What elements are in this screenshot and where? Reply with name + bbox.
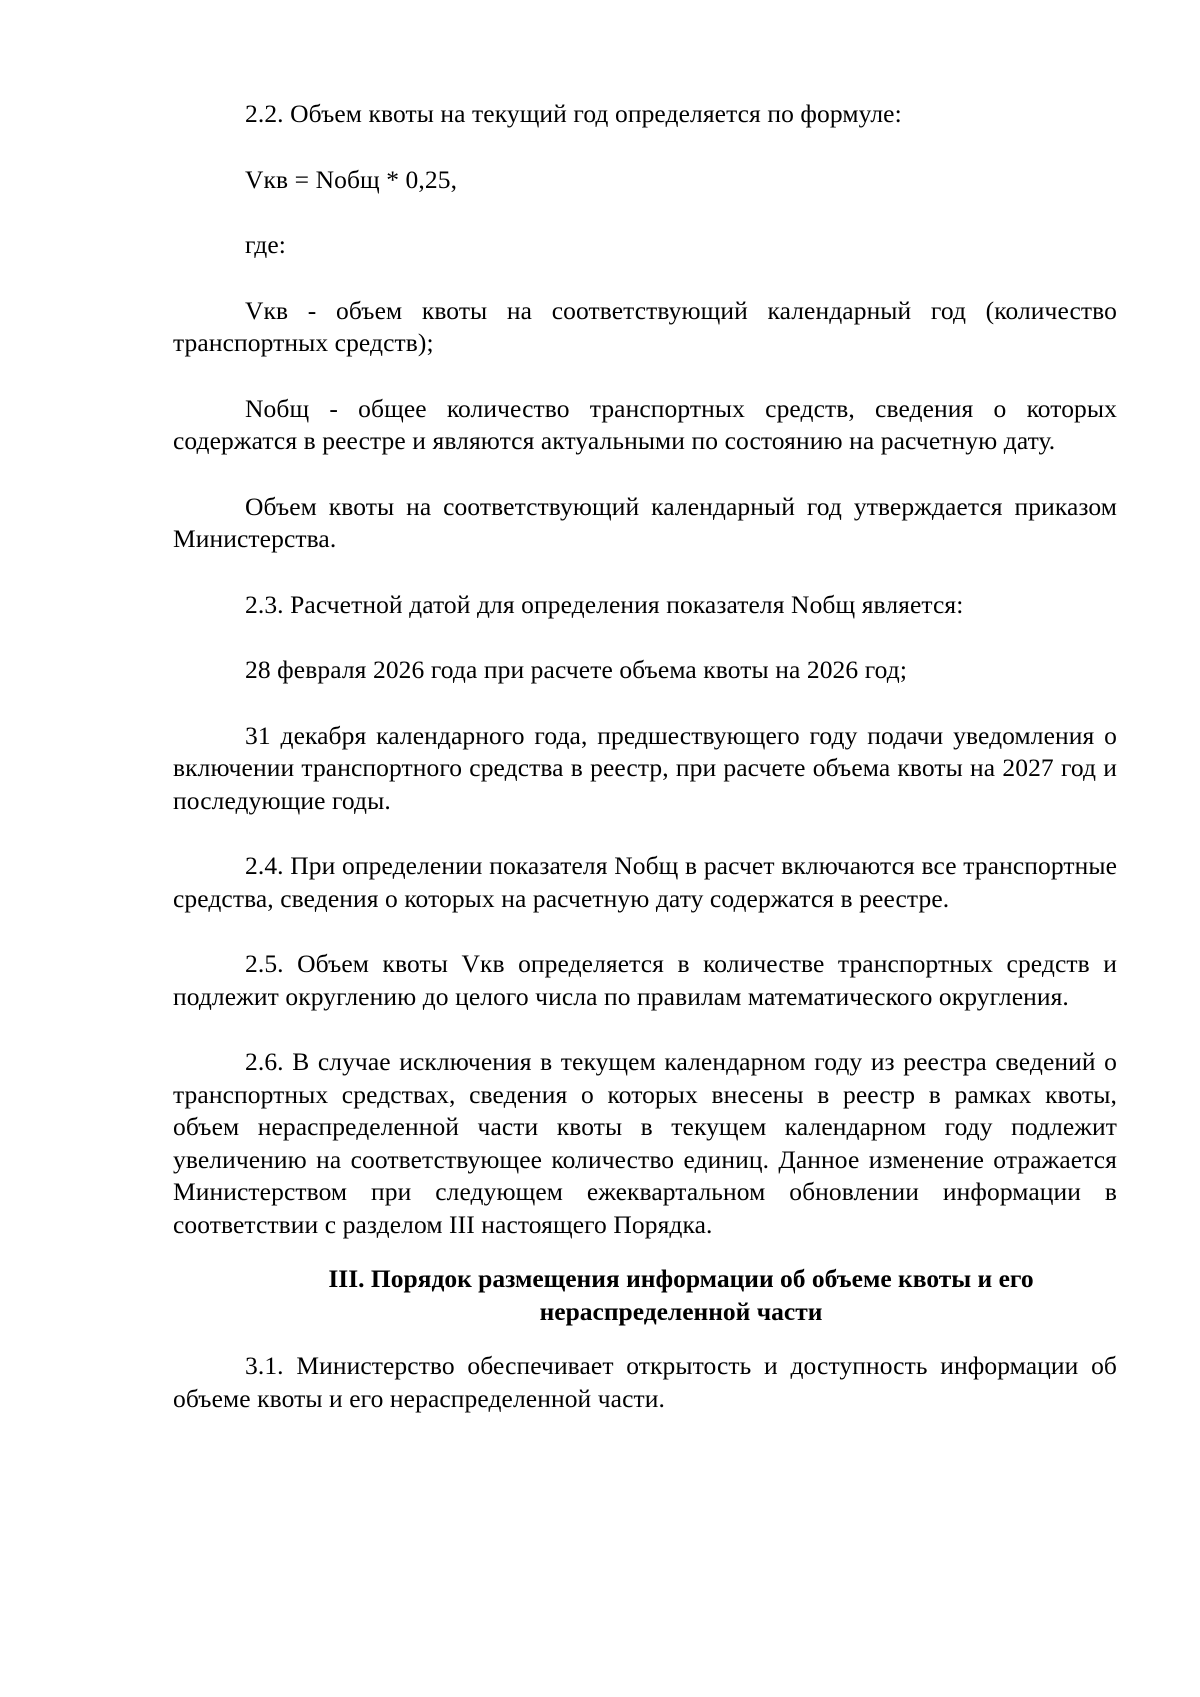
paragraph-2-3: 2.3. Расчетной датой для определения показателя Nобщ является: bbox=[245, 589, 964, 619]
quota-formula: Vкв = Nобщ * 0,25, bbox=[245, 164, 458, 194]
paragraph-3-1: 3.1. Министерство обеспечивает открытость и доступность информации об объеме квоты и его нераспределенной части. bbox=[173, 1351, 1117, 1413]
paragraph-2-5: 2.5. Объем квоты Vкв определяется в количестве транспортных средств и подлежит округлению до целого числа по правилам математического округления. bbox=[173, 949, 1117, 1011]
quota-approval-paragraph: Объем квоты на соответствующий календарный год утверждается приказом Министерства. bbox=[173, 491, 1117, 553]
date-december-31-item: 31 декабря календарного года, предшествующего году подачи уведомления о включении транспортного средства в реестр, при расчете объема квоты на 2027 год и последующие годы. bbox=[173, 720, 1117, 815]
date-2026-item: 28 февраля 2026 года при расчете объема квоты на 2026 год; bbox=[245, 655, 908, 684]
paragraph-2-6: 2.6. В случае исключения в текущем календарном году из реестра сведений о транспортных средствах, сведения о которых внесены в реестр в рамках квоты, объем нераспределенной части квоты в текущем календарном году подлежит увеличению на соответствующее количество единиц. Данное изменение отражается Министерством при следующем ежеквартальном обновлении информации в соответствии с разделом III настоящего Порядка. bbox=[173, 1047, 1117, 1239]
section-3-heading: III. Порядок размещения информации об объеме квоты и его нераспределенной части bbox=[328, 1264, 1034, 1326]
definition-vkv: Vкв - объем квоты на соответствующий календарный год (количество транспортных средств); bbox=[173, 295, 1117, 357]
where-label: где: bbox=[245, 230, 286, 259]
paragraph-2-4: 2.4. При определении показателя Nобщ в расчет включаются все транспортные средства, сведения о которых на расчетную дату содержатся в реестре. bbox=[173, 851, 1117, 913]
definition-nobsh: Nобщ - общее количество транспортных средств, сведения о которых содержатся в реестре и являются актуальными по состоянию на расчетную дату. bbox=[173, 393, 1117, 455]
paragraph-2-2: 2.2. Объем квоты на текущий год определяется по формуле: bbox=[245, 99, 902, 128]
document-page bbox=[173, 98, 1117, 1415]
